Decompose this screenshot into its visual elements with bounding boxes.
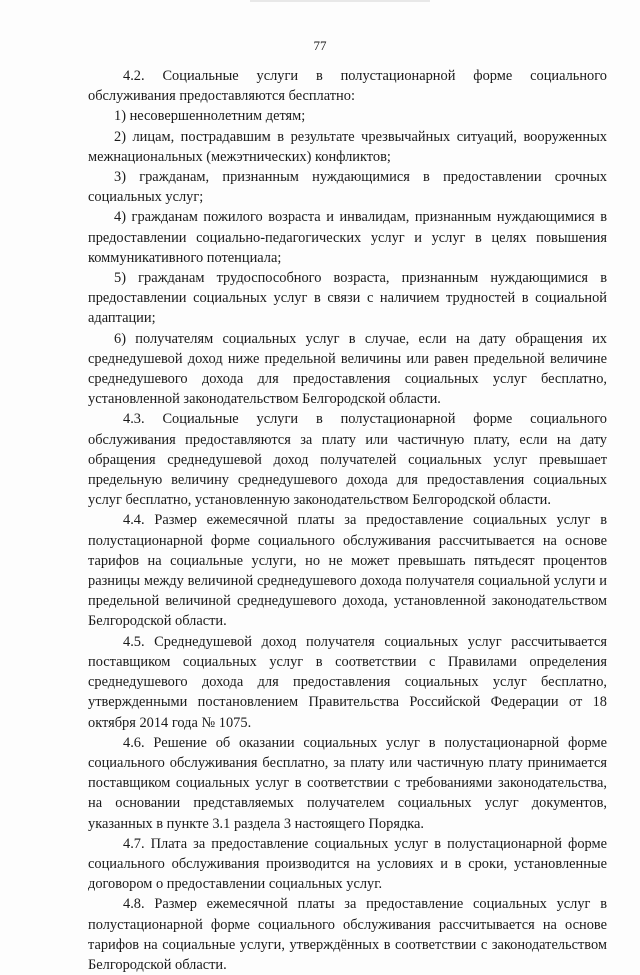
paragraph-4-7: 4.7. Плата за предоставление социальных услуг в полустационарной форме социального обслуживания производится на условиях и в сроки, установленные договором о предоставлении социальных услуг. (88, 835, 607, 893)
paragraph-4-8: 4.8. Размер ежемесячной платы за предоставление социальных услуг в полустационарной форме социального обслуживания рассчитывается на основе тарифов на социальные услуги, утверждённых в соответствии с законодательством Белгородской области. (88, 896, 607, 973)
list-item-3: 3) гражданам, признанным нуждающимися в предоставлении срочных социальных услуг; (88, 169, 607, 206)
paragraph-4-3: 4.3. Социальные услуги в полустационарной форме социального обслуживания предоставляются за плату или частичную плату, если на дату обращения среднедушевой доход получателей социальных услуг превышает предельную величину среднедушевого дохода для предоставления социальных услуг бесплатно, установленную законодательством Белгородской области. (88, 411, 607, 509)
paragraph-4-2: 4.2. Социальные услуги в полустационарной форме социального обслуживания предоставляются бесплатно: (88, 68, 607, 105)
page-number: 77 (313, 38, 327, 53)
list-item-2: 2) лицам, пострадавшим в результате чрезвычайных ситуаций, вооруженных межнациональных (межэтнических) конфликтов; (88, 128, 607, 165)
list-item-6: 6) получателям социальных услуг в случае, если на дату обращения их среднедушевой доход ниже предельной величины или равен предельной величине среднедушевого дохода для предоставления социальных услуг бесплатно, установленной законодательством Белгородской области. (88, 330, 607, 408)
scan-edge-mark (250, 0, 430, 2)
paragraph-4-6: 4.6. Решение об оказании социальных услуг в полустационарной форме социального обслуживания бесплатно, за плату или частичную плату принимается поставщиком социальных услуг в соответствии с требованиями законодательства, на основании представляемых получателем социальных услуг документов, указанных в пункте 3.1 раздела 3 настоящего Порядка. (88, 734, 607, 832)
document-body (88, 66, 607, 975)
paragraph-4-5: 4.5. Среднедушевой доход получателя социальных услуг рассчитывается поставщиком социальных услуг в соответствии с Правилами определения среднедушевого дохода для предоставления социальных услуг бесплатно, утвержденными постановлением Правительства Российской Федерации от 18 октября 2014 года № 1075. (88, 633, 607, 731)
list-item-5: 5) гражданам трудоспособного возраста, признанным нуждающимися в предоставлении социальных услуг в связи с наличием трудностей в социальной адаптации; (88, 270, 607, 327)
paragraph-4-4: 4.4. Размер ежемесячной платы за предоставление социальных услуг в полустационарной форме социального обслуживания рассчитывается на основе тарифов на социальные услуги, но не может превышать пятьдесят процентов разницы между величиной среднедушевого дохода получателя социальной услуги и предельной величиной среднедушевого дохода, установленной законодательством Белгородской области. (88, 512, 607, 630)
list-item-1: 1) несовершеннолетним детям; (114, 108, 306, 125)
list-item-4: 4) гражданам пожилого возраста и инвалидам, признанным нуждающимися в предоставлении социально-педагогических услуг и услуг в целях повышения коммуникативного потенциала; (88, 209, 607, 266)
